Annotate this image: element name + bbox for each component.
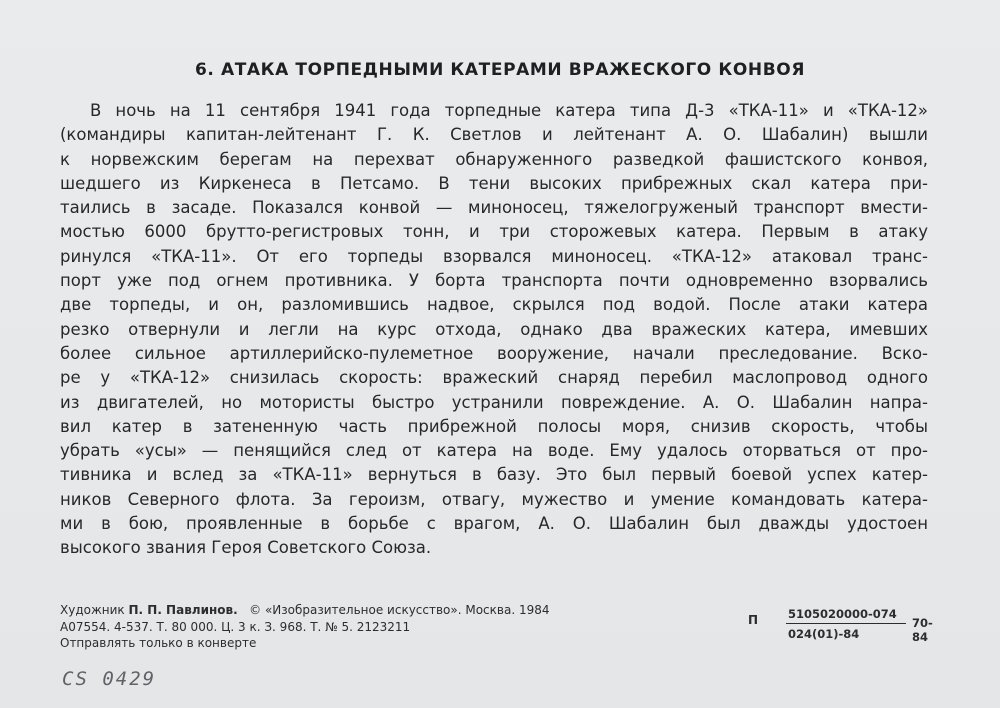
- catalog-stamp: CS 0429: [62, 668, 157, 690]
- body-line: порт уже под огнем противника. У борта транспорта почти одновременно взорвались: [60, 271, 928, 291]
- body-line: более сильное артиллерийско-пулеметное вооружение, начали преследование. Вско-: [60, 343, 928, 363]
- classification-code: [748, 607, 938, 644]
- fraction-bar: [786, 623, 906, 624]
- body-line: таились в засаде. Показался конвой — миноносец, тяжелогруженый транспорт вмести-: [60, 198, 928, 218]
- publisher-info: © «Изобразительное искусство». Москва. 1984: [249, 603, 550, 617]
- page-title: 6. АТАКА ТОРПЕДНЫМИ КАТЕРАМИ ВРАЖЕСКОГО КОНВОЯ: [194, 60, 806, 80]
- code-denominator: 024(01)-84: [788, 627, 860, 641]
- code-suffix: 70-84: [912, 616, 933, 644]
- body-line: (командиры капитан-лейтенант Г. К. Светлов и лейтенант А. О. Шабалин) вышли: [60, 125, 928, 145]
- body-line: шедшего из Киркенеса в Петсамо. В тени высоких прибрежных скал катера при-: [60, 173, 928, 193]
- body-line: ре у «ТКА-12» снизилась скорость: вражеский снаряд перебил маслопровод одного: [60, 368, 928, 388]
- body-line: В ночь на 11 сентября 1941 года торпедные катера типа Д-3 «ТКА-11» и «ТКА-12»: [90, 101, 928, 120]
- artist-name: П. П. Павлинов.: [128, 603, 238, 617]
- body-line: ников Северного флота. За героизм, отвагу, мужество и умение командовать катера-: [60, 489, 928, 509]
- body-line: из двигателей, но мотористы быстро устранили повреждение. А. О. Шабалин напра-: [60, 392, 928, 412]
- body-line: мостью 6000 брутто-регистровых тонн, и три сторожевых катера. Первым в атаку: [60, 222, 928, 242]
- body-line: ми в бою, проявленные в борьбе с врагом, А. О. Шабалин был дважды удостоен: [60, 514, 928, 534]
- credits-artist-line: [60, 602, 550, 619]
- body-line: резко отвернули и легли на курс отхода, однако два вражеских катера, имевших: [60, 319, 928, 339]
- body-line: убрать «усы» — пенящийся след от катера на воде. Ему удалось оторваться от про-: [60, 441, 928, 461]
- body-line: тивника и вслед за «ТКА-11» вернуться в базу. Это был первый боевой успех катер-: [60, 465, 928, 485]
- mailing-note: Отправлять только в конверте: [60, 636, 257, 650]
- credits-block: [60, 602, 550, 652]
- body-line: вил катер в затененную часть прибрежной полосы моря, снизив скорость, чтобы: [60, 416, 928, 436]
- code-numerator: 5105020000-074: [788, 607, 897, 621]
- print-info: А07554. 4-537. Т. 80 000. Ц. 3 к. З. 968. Т. № 5. 2123211: [60, 619, 411, 634]
- body-line: две торпеды, и он, разломившись надвое, скрылся под водой. После атаки катера: [60, 295, 928, 315]
- body-line: высокого звания Героя Советского Союза.: [60, 538, 432, 558]
- body-line: к норвежским берегам на перехват обнаруженного разведкой фашистского конвоя,: [60, 149, 928, 169]
- body-line: ринулся «ТКА-11». От его торпеды взорвался миноносец. «ТКА-12» атаковал транс-: [60, 246, 928, 266]
- code-letter: П: [748, 613, 759, 627]
- artist-prefix: Художник: [60, 603, 125, 617]
- body-text: [60, 99, 928, 561]
